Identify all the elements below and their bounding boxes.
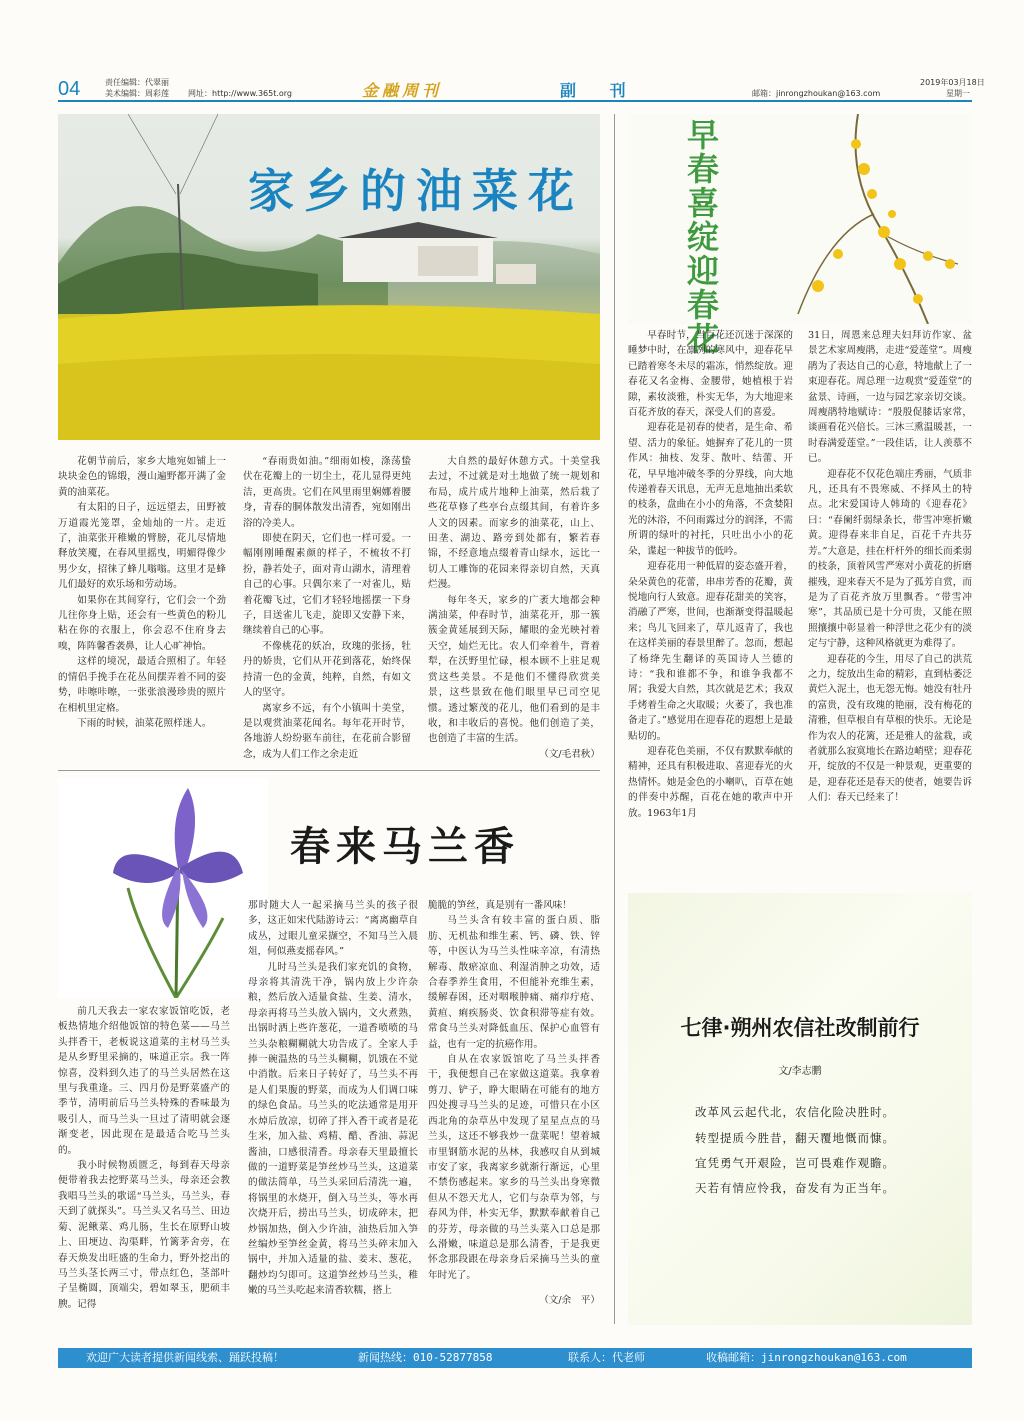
article3-column-2	[248, 898, 418, 1299]
article1-column-3	[428, 454, 600, 762]
paragraph: 不像桃花的妖冶，玫瑰的张扬，牡丹的娇贵，它们从开花到落花，始终保持清一色的金黄，纯粹，自然，有如文人的坚守。	[243, 640, 411, 699]
poem-line: 宜凭勇气开艰险，岂可畏难作观瞻。	[695, 1156, 895, 1170]
paragraph: 迎春花色美丽，不仅有默默奉献的精神，还具有积极进取、喜迎春光的火热情怀。她是金色的小喇叭，百草在她的伴奏中苏醒，百花在她的歌声中开放。1963年1月	[628, 745, 793, 819]
poem-line: 转型提质今胜昔，翻天覆地慨而慷。	[695, 1131, 895, 1145]
paragraph: 迎春花的今生，用尽了自己的洪荒之力，绽放出生命的精彩，直到枯萎泛黄烂入泥土，也无怨无悔。她没有牡丹的富贵，没有玫瑰的艳丽，没有梅花的清雅，但草根自有草根的快乐。无论是作为农人的花篱，还是雅人的盆栽，或者就那么寂寞地长在路边峭壁；迎春花开，绽放的不仅是一种景观，更重要的是，迎春花还是春天的使者，她要告诉人们：春天已经来了！	[808, 653, 972, 804]
column-divider	[614, 114, 615, 1324]
paragraph: 有太阳的日子，远远望去，田野被万道霞光笼罩，金灿灿的一片。走近了，油菜张开稚嫩的臂膀，花儿尽情地释放笑魇，在春风里摇曳，明媚得像少男少女，招徕了蜂儿嗡嗡。这里才是蜂儿们最好的欢乐场和劳动场。	[58, 502, 226, 591]
article-title-rapeseed: 家乡的油菜花	[248, 164, 584, 218]
footer-bar	[58, 1348, 972, 1368]
iris-flower-photo	[58, 778, 268, 998]
iris-flower-drawing	[58, 778, 268, 998]
article3-column-1	[58, 1004, 230, 1312]
paragraph: 下雨的时候，油菜花照样迷人。	[77, 717, 212, 729]
article2-column-1	[628, 328, 793, 821]
editor-credit: 责任编辑：代翠丽	[105, 78, 169, 87]
article1-column-1	[58, 454, 226, 731]
paragraph: 即使在阴天，它们也一样可爱。一幅刚刚睡醒素颜的样子，不梳妆不打扮，静若处子，面对青山湖水，清理着自己的心事。只偶尔来了一对雀儿，贴着花瓣飞过，它们才轻轻地摇摆一下身子，目送雀儿飞走，旋即又安静下来，继续着自己的心事。	[243, 533, 411, 637]
paragraph: 每年冬天，家乡的广袤大地都会种满油菜，仲春时节，油菜花开，那一簇簇金黄延展到天际，耀眼的金光映衬着天空，灿烂无比。农人们牵着牛，背着犁，在沃野里忙碌，根本顾不上驻足观赏这些美景。不是他们不懂得欣赏美景，这些景致在他们眼里早已司空见惯。透过繁茂的花儿，他们看到的是丰收，和丰收后的喜悦。他们创造了美，也创造了丰富的生活。	[428, 594, 600, 745]
paragraph: 31日，周恩来总理夫妇拜访作家、盆景艺术家周瘦鹃，走进“爱莲堂”。周瘦鹃为了表达自己的心意，特地献上了一束迎春花。周总理一边观赏“爱莲堂”的盆景、诗画，一边与园艺家亲切交谈。周瘦鹃特地赋诗：“殷殷促膝话家常，谈画看花兴倍长。三沐三熏温暖甚，一时春满爱莲堂。”一段佳话，让人羡慕不已。	[808, 330, 972, 465]
paragraph: 大自然的最好休憩方式。十美堂我去过，不过就是对土地做了统一规划和布局，成片成片地种上油菜，然后栽了些花草修了些亭台点缀其间，有着许多人文的因素。而家乡的油菜花，山上、田垄、湖边、路旁到处都有，繁若春锦，不经意地点缀着青山绿水，远比一切人工雕饰的花园来得亲切自然，天真烂漫。	[428, 456, 600, 591]
masthead-logo: 金融周刊	[362, 81, 443, 100]
paragraph: 如果你在其间穿行，它们会一个劲儿往你身上贴，还会有一些黄色的粉儿粘在你的衣服上，你会忍不住府身去嗅，阵阵馨香袭鼻，让人心旷神怡。	[58, 594, 226, 652]
paragraph: 自从在农家饭馆吃了马兰头拌香干，我便想自己在家做这道菜。我拿着剪刀、铲子，睁大眼睛在可能有的地方四处搜寻马兰头的足迹，可惜只在小区西北角的杂草丛中发现了星星点点的马兰头，这还不够我炒一盘菜呢！望着城市里钢筋水泥的丛林，我感叹自从到城市安了家，我离家乡就渐行渐远，心里不禁伤感起来。家乡的马兰头出身寒微但从不怨天尤人，它们与杂草为邻，与春风为伴，朴实无华，默默奉献着自己的芬芳，母亲做的马兰头菜入口总是那么滑嫩，味道总是那么清香，于是我更怀念那段跟在母亲身后采摘马兰头的童年时光了。	[428, 1054, 600, 1281]
paragraph: 迎春花是初春的使者，是生命、希望、活力的象征。她摒弃了花儿的一贯作风：抽枝、发芽、散叶、结蕾、开花，早早地冲破冬季的分界线，向大地传递着春天讯息，无声无息地抽出柔软的枝条，盘曲在小小的角落，不贪婪阳光的沐浴，不问雨露过分的润泽，不需所谓的绿叶的衬托，只吐出小小的花朵，谍起一种拔节的低吟。	[628, 422, 793, 557]
article3-author: （文/余 平）	[539, 1295, 600, 1307]
paragraph: 迎春花用一种低眉的姿态盛开着，朵朵黄色的花蕾，串串芳香的花瓣，黄悦地向行人致意。迎春花甜美的笑容，消融了严寒，世间，也渐渐变得温暖起来；鸟儿飞回来了，草儿返青了，我也在这样美丽的春景里醉了。忽而，想起了杨绛先生翻译的英国诗人兰德的诗：“我和谁都不争，和谁争我都不屑；我爱大自然，其次就是艺术；我双手烤着生命之火取暖；火萎了，我也准备走了。”感觉用在迎春花的遐想上是最贴切的。	[628, 561, 793, 742]
header-email[interactable]: 邮箱：jinrongzhoukan@163.com	[752, 89, 881, 98]
paragraph: 前几天我去一家农家饭馆吃饭，老板热情地介绍他饭馆的特色菜——马兰头拌香干，老板说这道菜的主材马兰头是从乡野里采摘的，味道正宗。我一阵惊喜，没料到久违了的马兰头居然在这里与我重逢。三、四月份是野菜盛产的季节，清明前后马兰头特殊的香味最为吸引人，而马兰头一旦过了清明就会逐渐变老，因此现在是最适合吃马兰头的。	[58, 1006, 230, 1156]
article3-column-3	[428, 898, 600, 1309]
article2-column-2	[808, 328, 972, 806]
paragraph: 迎春花不仅花色端庄秀丽，气质非凡，还具有不畏寒威、不择风土的特点。北宋爱国诗人韩琦的《迎春花》曰：“春阑纤弱绿条长，带雪冲寒折嫩黄。迎得春来非自足，百花千卉共芬芳。”大意是，挂在杆杆外的细长而柔弱的枝条，顶着风雪严寒对小黄花的折磨摧残，迎来春天不是为了孤芳自赏，而是为了百花齐放万里飘香。“带雪冲寒”，其品质已是十分可贵，又能在照照攘攘中彰显着一种浮世之花少有的淡定与宁静，这种风格就更为难得了。	[808, 468, 972, 650]
poem-line: 改革风云起代北，农信化险决胜时。	[695, 1105, 895, 1119]
footer-hotline: 新闻热线：010-52877858	[358, 1351, 493, 1364]
paragraph: 儿时马兰头是我们家充饥的食物，母亲将其清洗干净，锅内放上少许杂粮，然后放入适量食盐、生姜、清水，母亲再将马兰头放入锅内，文火煮熟，出锅时洒上些许葱花，一道香喷喷的马兰头杂粮糊糊就大功告成了。全家人手捧一碗温热的马兰头糊糊，饥饿在不觉中消散。后来日子转好了，马兰头不再是人们果腹的野菜，而成为人们调口味的绿色食品。马兰头的吃法通常是用开水焯后放凉，切碎了拌入香干或者是花生米，加入盐、鸡精、醋、香油、蒜泥酱油，口感很清香。母亲春天里最擅长做的一道野菜是笋丝炒马兰头，这道菜的做法简单，马兰头采回后清洗一遍，将锅里的水烧开，倒入马兰头，等水再次烧开后，捞出马兰头，切成碎末，把炒锅加热，倒入少许油，油热后加入笋丝编炒至笋丝金黄，将马兰头碎末加入锅中，并加入适量的盐、姜末、葱花，翻炒均匀即可。这道笋丝炒马兰头，稚嫩的马兰头吃起来清香软糯，搭上	[248, 961, 418, 1297]
paragraph: “春雨贵如油。”细雨如梭，涤荡蛰伏在花瓣上的一切尘土，花儿显得更纯洁，更高贵。它们在风里雨里娴娜着腰身，青春的胴体散发出清香，宛如刚出浴的冷美人。	[243, 456, 411, 529]
paragraph: 这样的境况，最适合照相了。年轻的情侣手挽手在花丛间摆弄着不同的姿势，咔嚓咔嚓，一张张浪漫珍贵的照片在相机里定格。	[58, 656, 226, 714]
article1-author: （文/毛君秋）	[539, 748, 600, 760]
paragraph: 早春时节，当百花还沉迷于深深的睡梦中时，在凛冽的寒风中，迎春花早已踏着寒冬未尽的霜冻，悄然绽放。迎春花又名金梅、金腰带，她植根于岩隙，素妆淡雅，朴实无华，为大地迎来百花齐放的春天，深受人们的喜爱。	[628, 330, 793, 419]
article-title-malan: 春来马兰香	[290, 823, 520, 870]
footer-welcome: 欢迎广大读者提供新闻线索、踊跃投稿！	[86, 1351, 284, 1364]
section-name: 副 刊	[560, 81, 640, 100]
jasmine-branch-drawing	[628, 114, 972, 324]
paragraph: 马兰头含有较丰富的蛋白质、脂肪、无机盐和维生素、钙、磷、铁、锌等，中医认为马兰头性味辛凉，有清热解毒、散瘀凉血、利湿消肿之功效，适合春季养生食用，不但能补充维生素，缓解春困，还对咽喉肿痛、痛疖疔疮、黄疸、痢疾肠炎、饮食积滞等症有效。常食马兰头对降低血压、保护心血管有益，也有一定的抗癌作用。	[428, 915, 600, 1050]
issue-weekday: 星期一	[946, 89, 970, 98]
paragraph: 花朝节前后，家乡大地宛如铺上一块块金色的锦缎，漫山遍野都开满了金黄的油菜花。	[58, 456, 226, 498]
article-title-winter-jasmine: 早春喜绽迎春花	[686, 116, 719, 358]
poem-line: 天若有情应怜我，奋发有为正当年。	[695, 1181, 895, 1195]
footer-email[interactable]: 收稿邮箱：jinrongzhoukan@163.com	[706, 1351, 907, 1364]
poem-title: 七律·朔州农信社改制前行	[680, 1016, 920, 1040]
art-editor-credit: 美术编辑：周彩莲	[105, 89, 169, 98]
website-link[interactable]: 网址：http://www.365t.org	[188, 89, 293, 98]
poem-author: 文/李志鹏	[778, 1066, 822, 1077]
paragraph: 那时随大人一起采摘马兰头的孩子很多，这正如宋代陆游诗云：“离离幽草自成丛，过眼儿童采撷空，不知马兰入晨俎，何似燕麦摇春风。”	[248, 900, 418, 958]
paragraph: 脆脆的笋丝，真是别有一番风味！	[428, 900, 572, 911]
issue-date: 2019年03月18日	[920, 78, 985, 87]
page-number: 04	[58, 78, 81, 100]
header-rule	[58, 100, 972, 102]
section-divider	[58, 770, 600, 771]
article1-column-2	[243, 454, 411, 762]
paragraph: 我小时候物质匮乏，每到春天母亲便带着我去挖野菜马兰头，母亲还会教我唱马兰头的歌谣“马兰头，马兰头，春天到了就探头”。马兰头又名马兰、田边菊、泥鳅菜、鸡儿肠，生长在原野山坡上、田埂边、沟渠畔，竹篱茅舍旁，在春天焕发出旺盛的生命力，野外挖出的马兰头茎长两三寸，带点红色，茎部叶子呈椭圆，顶端尖，碧如翠玉，肥硕丰腴。记得	[58, 1160, 230, 1310]
paragraph: 离家乡不远，有个小镇叫十美堂，是以观赏油菜花闻名。每年花开时节，各地游人纷纷驱车前往，在花前合影留念，成为人们工作之余走近	[243, 702, 411, 760]
winter-jasmine-illustration	[628, 114, 972, 324]
footer-contact: 联系人：代老师	[568, 1351, 645, 1364]
